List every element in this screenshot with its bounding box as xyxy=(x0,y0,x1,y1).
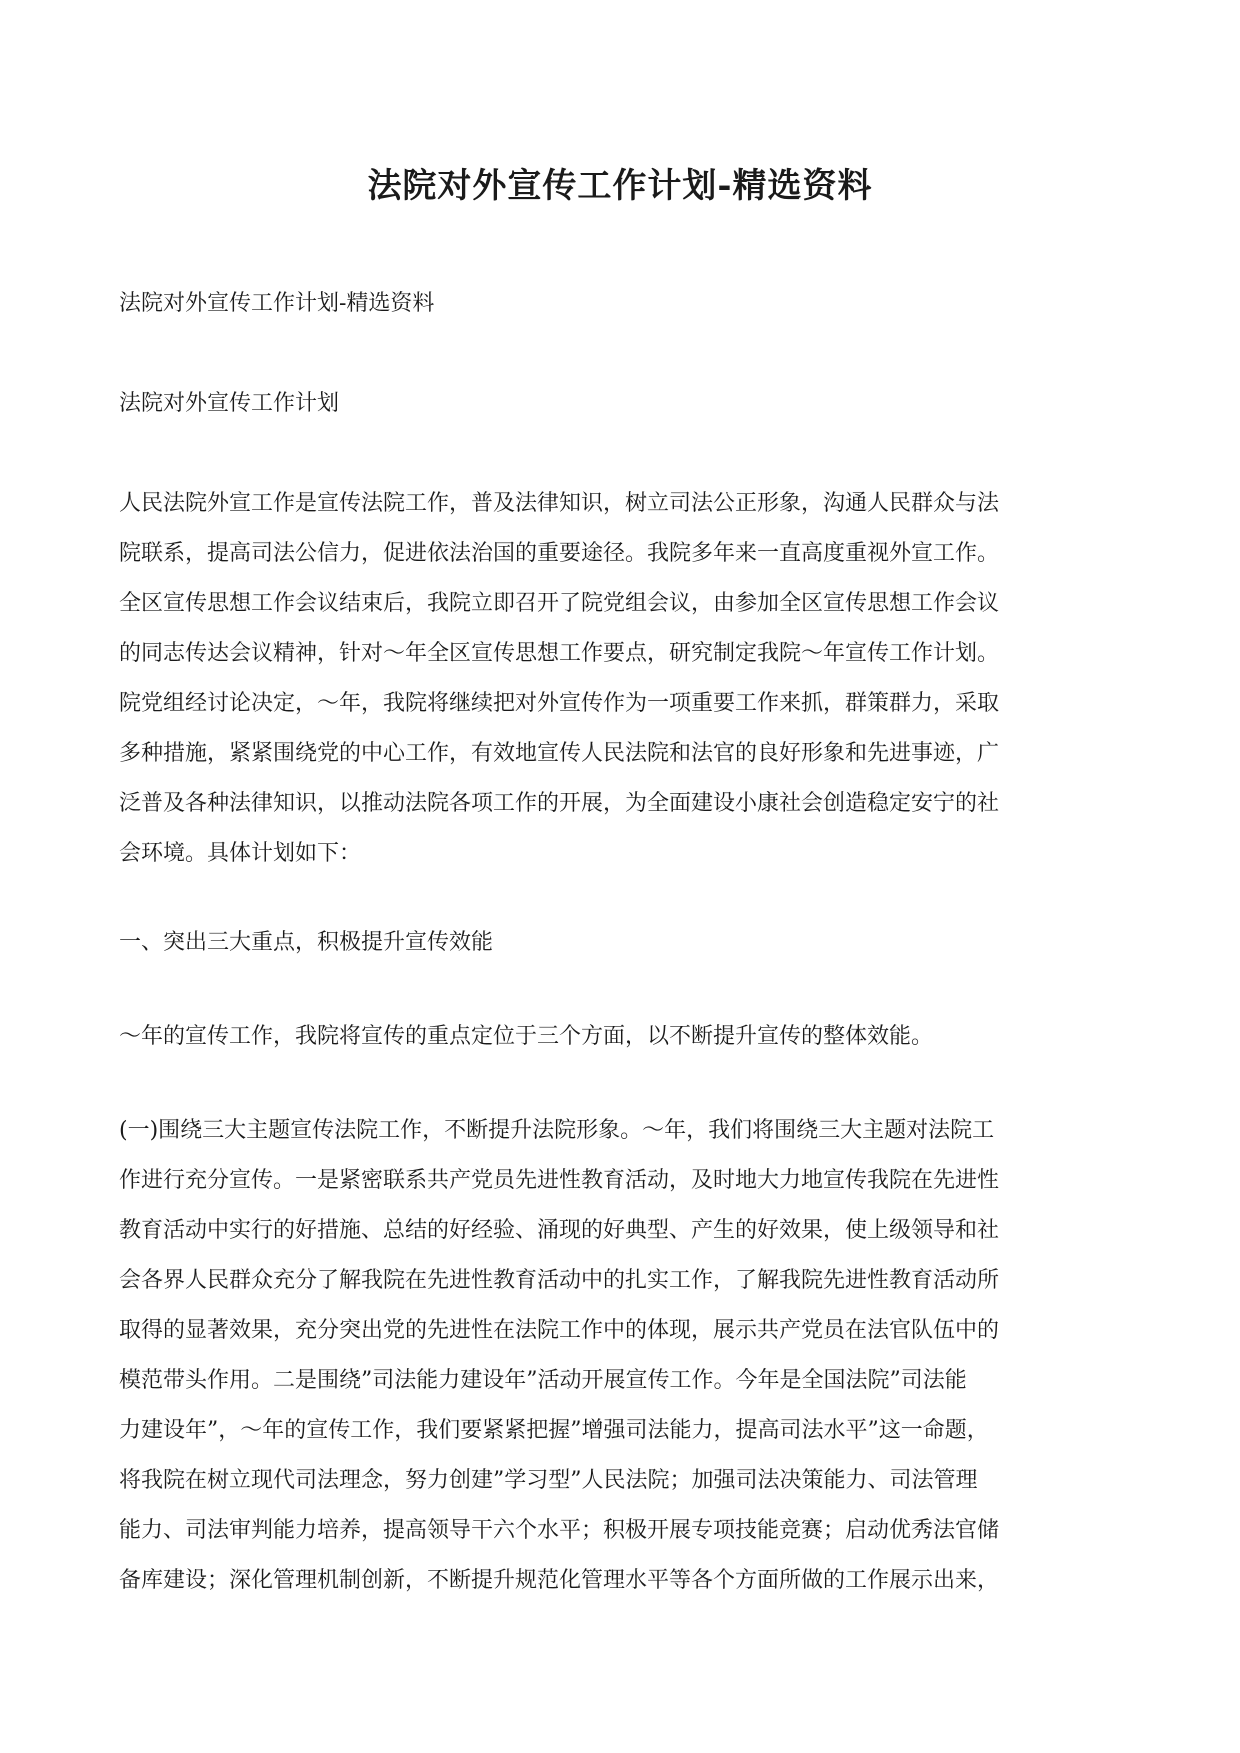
document-title: 法院对外宣传工作计划-精选资料 xyxy=(367,166,873,206)
intro-line: 人民法院外宣工作是宣传法院工作，普及法律知识，树立司法公正形象，沟通人民群众与法 xyxy=(119,491,1000,516)
item-line: 取得的显著效果，充分突出党的先进性在法院工作中的体现，展示共产党员在法官队伍中的 xyxy=(119,1318,1000,1343)
intro-line: 会环境。具体计划如下： xyxy=(119,841,362,866)
intro-line: 院联系，提高司法公信力，促进依法治国的重要途径。我院多年来一直高度重视外宣工作。 xyxy=(119,541,1000,566)
item-paragraph xyxy=(119,1106,1121,1606)
document-subtitle: 法院对外宣传工作计划-精选资料 xyxy=(119,291,435,316)
section-heading: 一、突出三大重点，积极提升宣传效能 xyxy=(119,930,494,955)
intro-line: 的同志传达会议精神，针对～年全区宣传思想工作要点，研究制定我院～年宣传工作计划。 xyxy=(119,641,1000,666)
item-line: 作进行充分宣传。一是紧密联系共产党员先进性教育活动，及时地大力地宣传我院在先进性 xyxy=(119,1168,1000,1193)
intro-line: 院党组经讨论决定，～年，我院将继续把对外宣传作为一项重要工作来抓，群策群力，采取 xyxy=(119,691,1000,716)
item-line: 模范带头作用。二是围绕”司法能力建设年”活动开展宣传工作。今年是全国法院”司法能 xyxy=(119,1368,967,1393)
intro-line: 泛普及各种法律知识，以推动法院各项工作的开展，为全面建设小康社会创造稳定安宁的社 xyxy=(119,791,1000,816)
item-line: 将我院在树立现代司法理念，努力创建”学习型”人民法院；加强司法决策能力、司法管理 xyxy=(119,1468,978,1493)
item-line: 备库建设；深化管理机制创新，不断提升规范化管理水平等各个方面所做的工作展示出来， xyxy=(119,1568,1000,1593)
item-line: 教育活动中实行的好措施、总结的好经验、涌现的好典型、产生的好效果，使上级领导和社 xyxy=(119,1218,1000,1243)
intro-line: 多种措施，紧紧围绕党的中心工作，有效地宣传人民法院和法官的良好形象和先进事迹，广 xyxy=(119,741,1000,766)
item-line: 能力、司法审判能力培养，提高领导干六个水平；积极开展专项技能竞赛；启动优秀法官储 xyxy=(119,1518,1000,1543)
item-line: (一)围绕三大主题宣传法院工作，不断提升法院形象。～年，我们将围绕三大主题对法院工 xyxy=(119,1118,995,1143)
item-line: 会各界人民群众充分了解我院在先进性教育活动中的扎实工作，了解我院先进性教育活动所 xyxy=(119,1268,1000,1293)
intro-line: 全区宣传思想工作会议结束后，我院立即召开了院党组会议，由参加全区宣传思想工作会议 xyxy=(119,591,1000,616)
section-lead-paragraph: ～年的宣传工作，我院将宣传的重点定位于三个方面，以不断提升宣传的整体效能。 xyxy=(119,1024,934,1049)
plan-title: 法院对外宣传工作计划 xyxy=(119,391,340,416)
item-line: 力建设年”，～年的宣传工作，我们要紧紧把握”增强司法能力，提高司法水平”这一命题， xyxy=(119,1418,989,1443)
intro-paragraph xyxy=(119,479,1121,879)
